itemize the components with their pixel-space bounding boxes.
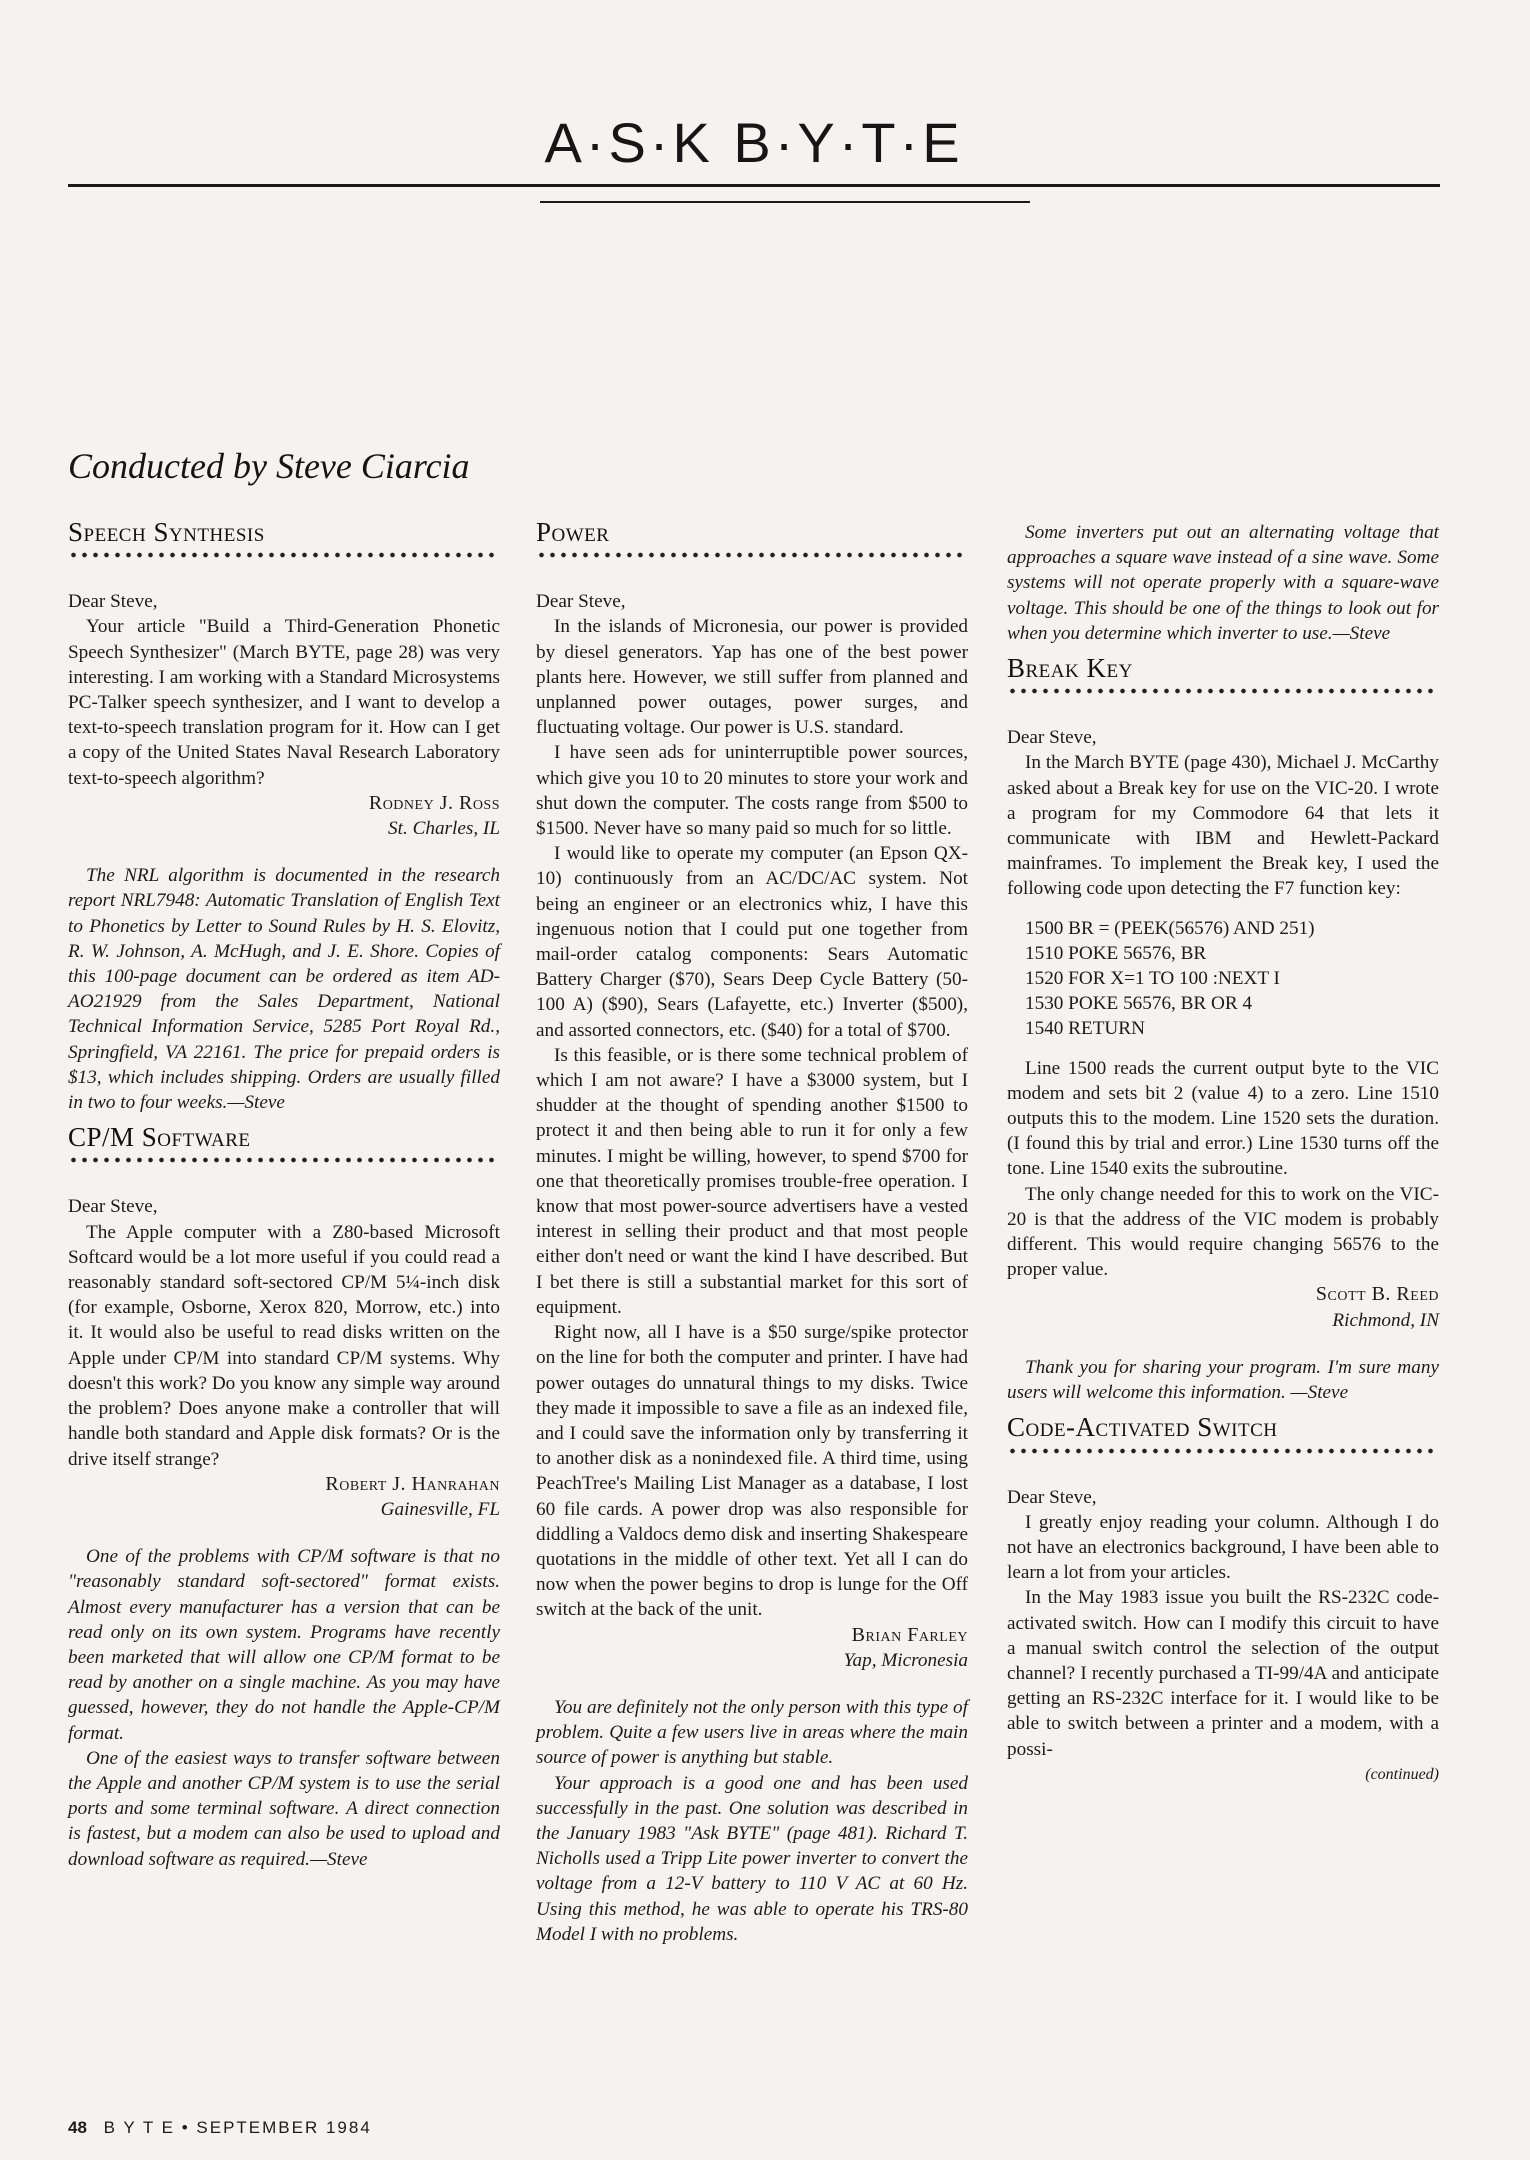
column-3 — [1007, 520, 1439, 1787]
salutation: Dear Steve, — [68, 591, 158, 613]
signature-name: Brian Farley — [851, 1623, 968, 1646]
code-listing — [1025, 916, 1439, 1042]
code-line: 1510 POKE 56576, BR — [1025, 942, 1207, 964]
signature — [536, 1623, 968, 1673]
reply-body: You are definitely not the only person with this type of problem. Quite a few users live in areas where the main source of power is anything but stable. — [536, 1696, 968, 1769]
footer-text: B Y T E • SEPTEMBER 1984 — [103, 2118, 372, 2137]
code-line: 1540 RETURN — [1025, 1018, 1145, 1040]
letter-body: Line 1500 reads the current output byte to the VIC modem and sets bit 2 (value 4) to a zero. Line 1510 outputs this to the modem. Line 1520 sets the duration. (I found this by trial and error.) Line 1530 turns off the tone. Line 1540 exits the subroutine. — [1007, 1057, 1439, 1180]
masthead-underline — [540, 201, 1030, 203]
signature-name: Rodney J. Ross — [368, 791, 500, 814]
continued-label: (continued) — [1365, 1765, 1439, 1783]
section-heading-power: Power — [536, 517, 610, 547]
letter-body: In the March BYTE (page 430), Michael J. McCarthy asked about a Break key for use on the VIC-20. I wrote a program for my Commodore 64 that lets it communicate with IBM and Hewlett-Packard mainframes. To implement the Break key, I used the following code upon detecting the F7 function key: — [1007, 752, 1439, 900]
letter-body: In the May 1983 issue you built the RS-232C code-activated switch. How can I modify this circuit to have a manual switch control the selection of the output channel? I recently purchased a TI-99/4A and anticipate getting an RS-232C interface for it. I would like to be able to switch between a printer and a modem, with a possi- — [1007, 1587, 1439, 1760]
dotted-rule — [1007, 1447, 1439, 1455]
reply-body: Your approach is a good one and has been used successfully in the past. One solution was described in the January 1983 "Ask BYTE" (page 481). Richard T. Nicholls used a Tripp Lite power inverter to convert the voltage from a 12-V battery to 110 V AC at 60 Hz. Using this method, he was able to operate his TRS-80 Model I with no problems. — [536, 1772, 968, 1945]
letter-body: I greatly enjoy reading your column. Although I do not have an electronics background, I have been able to learn a lot from your articles. — [1007, 1511, 1439, 1584]
dotted-rule — [68, 1156, 500, 1164]
dotted-rule — [68, 551, 500, 559]
byline: Conducted by Steve Ciarcia — [68, 446, 470, 486]
section-heading-break-key: Break Key — [1007, 653, 1133, 684]
column-2 — [536, 517, 968, 1947]
code-line: 1520 FOR X=1 TO 100 :NEXT I — [1025, 968, 1280, 990]
signature-place: St. Charles, IL — [388, 818, 500, 840]
letter-body: Your article "Build a Third-Generation Phonetic Speech Synthesizer" (March BYTE, page 28) was very interesting. I am working with a Standard Microsystems PC-Talker speech synthesizer, and I want to develop a text-to-speech translation program for it. How can I get a copy of the United States Naval Research Laboratory text-to-speech algorithm? — [68, 616, 500, 789]
salutation: Dear Steve, — [536, 591, 626, 613]
section-heading-code-switch: Code-Activated Switch — [1007, 1412, 1278, 1443]
masthead-rule — [68, 184, 1440, 187]
salutation: Dear Steve, — [1007, 727, 1097, 749]
salutation: Dear Steve, — [68, 1196, 158, 1218]
signature — [68, 1472, 500, 1522]
dotted-rule — [1007, 687, 1439, 695]
dotted-rule — [536, 551, 968, 559]
letter-body: The only change needed for this to work on the VIC-20 is that the address of the VIC modem is probably different. This would require changing 56576 to the proper value. — [1007, 1183, 1439, 1281]
column-1 — [68, 517, 500, 1872]
signature — [68, 791, 500, 841]
reply-body: Some inverters put out an alternating voltage that approaches a square wave instead of a sine wave. Some systems will not operate properly with a square-wave voltage. This should be one of the things to look out for when you determine which inverter to use.—Steve — [1007, 522, 1439, 644]
salutation: Dear Steve, — [1007, 1486, 1097, 1508]
page-title: A·S·K B·Y·T·E — [544, 111, 964, 174]
signature — [1007, 1282, 1439, 1332]
page-footer — [68, 2118, 372, 2138]
reply-body: One of the easiest ways to transfer software between the Apple and another CP/M system is to use the serial ports and some terminal software. A direct connection is fastest, but a modem can also be used to upload and download software as required.—Steve — [68, 1747, 500, 1870]
reply-body: The NRL algorithm is documented in the research report NRL7948: Automatic Translation of English Text to Phonetics by Letter to Sound Rules by H. S. Elovitz, R. W. Johnson, A. McHugh, and J. E. Shore. Copies of this 100-page document can be ordered as item AD-AO21929 from the Sales Department, National Technical Information Service, 5285 Port Royal Rd., Springfield, VA 22161. The price for prepaid orders is $13, which includes shipping. Orders are usually filled in two to four weeks.—Steve — [68, 865, 500, 1114]
signature-name: Robert J. Hanrahan — [325, 1472, 500, 1495]
signature-place: Richmond, IN — [1332, 1309, 1439, 1331]
letter-body: The Apple computer with a Z80-based Microsoft Softcard would be a lot more useful if you could read a reasonably standard soft-sectored CP/M 5¼-inch disk (for example, Osborne, Xerox 820, Morrow, etc.) into it. It would also be useful to read disks written on the Apple under CP/M into standard CP/M systems. Why doesn't this work? Do you know any simple way around the problem? Does anyone make a controller that will handle both standard and Apple disk formats? Or is the drive itself strange? — [68, 1221, 500, 1470]
letter-body: I have seen ads for uninterruptible power sources, which give you 10 to 20 minutes to store your work and shut down the computer. The costs range from $500 to $1500. Never have so many paid so much for so little. — [536, 742, 968, 840]
signature-name: Scott B. Reed — [1315, 1283, 1439, 1306]
code-line: 1530 POKE 56576, BR OR 4 — [1025, 993, 1253, 1015]
reply-body: Thank you for sharing your program. I'm sure many users will welcome this information. —Steve — [1007, 1356, 1439, 1404]
section-heading-speech: Speech Synthesis — [68, 517, 265, 547]
letter-body: I would like to operate my computer (an Epson QX-10) continuously from an AC/DC/AC system. Not being an engineer or an electronics whiz, I have this ingenuous notion that I could put one together from mail-order catalog components: Sears Automatic Battery Charger ($70), Sears Deep Cycle Battery (50-100 A) ($90), Sears (Lafayette, etc.) Inverter ($500), and assorted connectors, etc. ($40) for a total of $700. — [536, 843, 968, 1041]
letter-body: Right now, all I have is a $50 surge/spike protector on the line for both the computer and printer. I have had power outages do unnatural things to my disks. Twice they made it impossible to save a file as an indexed file, and I could save the information only by transferring it to another disk as a nonindexed file. A third time, using PeachTree's Mailing List Manager as a database, I lost 60 file cards. A power drop was also responsible for diddling a Valdocs demo disk and inserting Shakespeare quotations in the middle of other text. Yet all I can do now when the power begins to drop is lunge for the Off switch at the back of the unit. — [536, 1322, 968, 1621]
masthead — [68, 110, 1440, 222]
section-heading-cpm: CP/M Software — [68, 1122, 251, 1153]
letter-body: In the islands of Micronesia, our power is provided by diesel generators. Yap has one of the best power plants here. However, we still suffer from planned and unplanned power outages, power surges, and fluctuating voltage. Our power is U.S. standard. — [536, 616, 968, 739]
signature-place: Yap, Micronesia — [843, 1649, 968, 1671]
reply-body: One of the problems with CP/M software is that no "reasonably standard soft-sectored" format exists. Almost every manufacturer has a version that can be read only on its own system. Programs have recently been marketed that will allow one CP/M format to be read by another on a single machine. As you may have guessed, however, they do not handle the Apple-CP/M format. — [68, 1546, 500, 1744]
signature-place: Gainesville, FL — [380, 1498, 500, 1520]
code-line: 1500 BR = (PEEK(56576) AND 251) — [1025, 917, 1315, 939]
letter-body: Is this feasible, or is there some technical problem of which I am not aware? I have a $3000 system, but I shudder at the thought of spending another $1500 to protect it and then being able to run it for only a few minutes. I might be willing, however, to spend $700 for one that theoretically promises trouble-free operation. I know that most power-source advertisers have a vested interest in selling their product and that most people either don't need or want the kind I have described. But I bet there is still a substantial market for this sort of equipment. — [536, 1044, 968, 1318]
page-number: 48 — [68, 2118, 87, 2137]
